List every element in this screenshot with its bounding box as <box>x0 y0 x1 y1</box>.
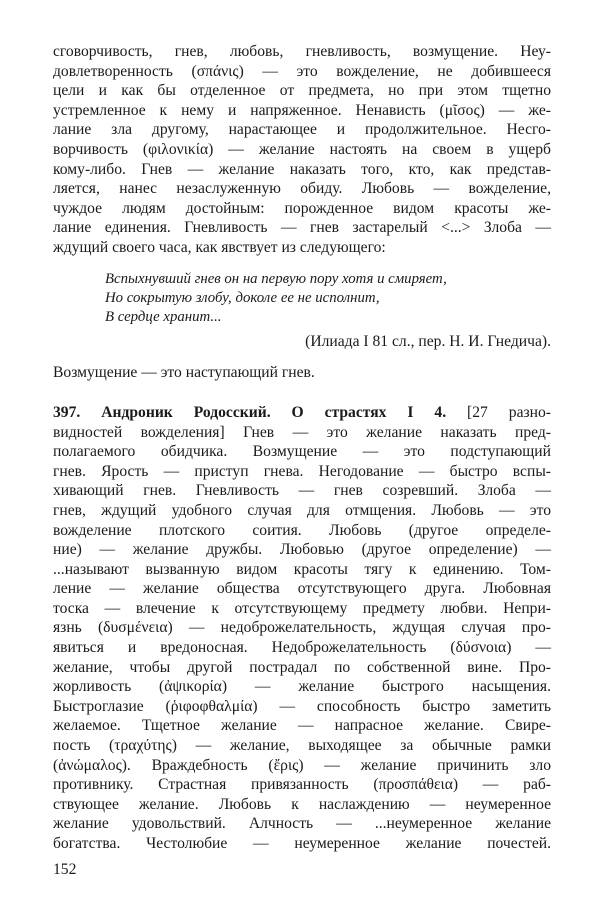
text-line: кому-либо. Гнев — желание наказать того, кто, как представ- <box>53 160 551 178</box>
text-line: желание удовольствий. Алчность — ...неумеренное желание <box>53 815 551 833</box>
text-line: желаемое. Тщетное желание — напрасное желание. Свире- <box>53 717 551 735</box>
text-line: ление — желание общества отсутствующего друга. Любовная <box>53 580 551 598</box>
text-line: жорливость (ἀψικορία) — желание быстрого насыщения. <box>53 678 551 696</box>
text-line: сговорчивость, гнев, любовь, гневливость, возмущение. Неу- <box>53 43 551 60</box>
text-line: Быстроглазие (ῥιφοφθαλμία) — способность быстро заметить <box>53 697 551 715</box>
verse-line: Но сокрытую злобу, доколе ее не исполнит, <box>105 289 380 306</box>
text-line: довлетворенность (σπάνις) — это вожделение, не добившееся <box>53 62 551 80</box>
text-line: ворчивость (φιλονικία) — желание настоять на своем в ущерб <box>53 140 551 158</box>
page-number: 152 <box>53 861 77 878</box>
text-line: вожделение плотского соития. Любовь (другое определе- <box>53 521 551 539</box>
verse-line: Вспыхнувший гнев он на первую пору хотя и смиряет, <box>105 270 447 287</box>
text-line: гнев. Ярость — приступ гнева. Негодование — быстро вспы- <box>53 462 551 480</box>
text-line: (ἀνώμαλος). Враждебность (ἔρις) — желание причинить зло <box>53 756 551 774</box>
text-line: богатства. Честолюбие — неумеренное желание почестей. <box>53 835 551 852</box>
section-heading: 397. Андроник Родосский. О страстях I 4. <box>53 403 447 421</box>
text-line: ...называют вызванную видом красоты тягу к единению. Том- <box>53 560 551 578</box>
text-line: пость (τραχύτης) — желание, выходящее за обычные рамки <box>53 737 551 755</box>
section-heading-line <box>53 403 551 423</box>
text-line: ляется, нанес незаслуженную обиду. Любовь — вожделение, <box>53 180 551 198</box>
after-quote-line: Возмущение — это наступающий гнев. <box>53 364 315 382</box>
verse-quote <box>105 270 551 328</box>
verse-line: В сердце хранит... <box>105 309 222 326</box>
text-line: лание единения. Гневливость — гнев застарелый <...> Злоба — <box>53 219 551 237</box>
text-line: гнев, ждущий удобного случая для отмщения. Любовь — это <box>53 501 551 519</box>
heading-rest: [27 разно- <box>446 403 551 421</box>
text-line: хивающий гнев. Гневливость — гнев созревший. Злоба — <box>53 482 551 500</box>
text-line: явиться и вредоносная. Недоброжелательность (δύσνοια) — <box>53 639 551 657</box>
quote-attribution: (Илиада I 81 сл., пер. Н. И. Гнедича). <box>305 332 551 350</box>
text-line: цели и как бы отделенное от предмета, но при этом тщетно <box>53 82 551 100</box>
text-line: язнь (δυσμένεια) — недоброжелательность, ждущая случая про- <box>53 619 551 637</box>
text-line: полагаемого обидчика. Возмущение — это подступающий <box>53 443 551 461</box>
text-line: ствующее желание. Любовь к наслаждению — неумеренное <box>53 795 551 813</box>
text-line: желание, чтобы другой пострадал по собственной вине. Про- <box>53 658 551 676</box>
text-line: ждущий своего часа, как явствует из следующего: <box>53 238 386 256</box>
paragraph-1 <box>53 42 551 258</box>
section-397 <box>53 403 551 854</box>
page-body <box>53 42 551 854</box>
text-line: лание зла другому, нарастающее и продолжительное. Несго- <box>53 121 551 139</box>
text-line: чуждое людям достойным: порожденное видом красоты же- <box>53 199 551 217</box>
text-line: устремленное к нему и напряженное. Ненависть (μῖσος) — же- <box>53 101 551 119</box>
text-line: ние) — желание дружбы. Любовью (другое определение) — <box>53 541 551 559</box>
text-line: тоска — влечение к отсутствующему предмету любви. Непри- <box>53 599 551 617</box>
text-line: видностей вожделения] Гнев — это желание наказать пред- <box>53 423 551 441</box>
text-line: противнику. Страстная привязанность (προσπάθεια) — раб- <box>53 776 551 794</box>
